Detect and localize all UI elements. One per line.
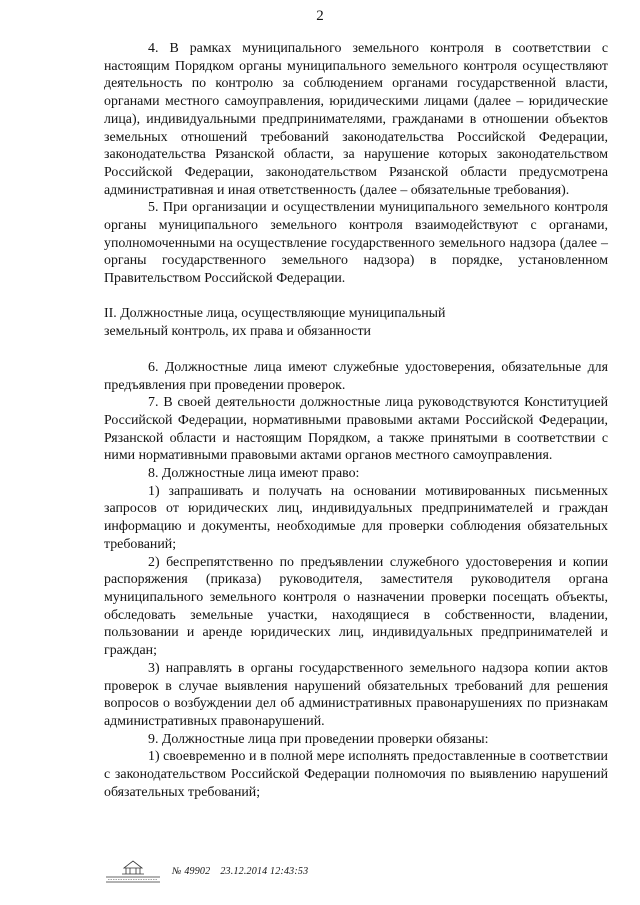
registry-stamp-icon xyxy=(104,858,162,884)
document-timestamp: 23.12.2014 12:43:53 xyxy=(220,865,309,877)
document-footer xyxy=(104,858,308,884)
paragraph-4: 4. В рамках муниципального земельного контроля в соответствии с настоящим Порядком органы муниципального земельного контроля осуществляют деятельность по контролю за соблюдением органами государственной власти, органами местного самоуправления, юридическими лицами (далее – юридические лица), индивидуальными предпринимателями, гражданами в отношении объектов земельных отношений требований законодательства Российской Федерации, законодательства Рязанской области, за нарушение которых законодательством Российской Федерации, законодательством Рязанской области предусмотрена административная и иная ответственность (далее – обязательные требования). xyxy=(104,41,608,198)
paragraph-5: 5. При организации и осуществлении муниципального земельного контроля органы муниципального земельного контроля взаимодействуют с органами, уполномоченными на осуществление государственного земельного надзора (далее – органы государственного земельного надзора) в порядке, установленном Правительством Российской Федерации. xyxy=(104,200,608,287)
paragraph-8-2: 2) беспрепятственно по предъявлении служебного удостоверения и копии распоряжения (приказа) руководителя, заместителя руководителя органа муниципального земельного контроля о назначении проверки посещать объекты, обследовать земельные участки, находящиеся в собственности, владении, пользовании и аренде юридических лиц, индивидуальных предпринимателей и граждан; xyxy=(104,554,608,659)
document-number: № 49902 xyxy=(172,865,211,877)
paragraph-8: 8. Должностные лица имеют право: xyxy=(148,466,360,482)
paragraph-9: 9. Должностные лица при проведении проверки обязаны: xyxy=(148,731,489,747)
paragraph-8-3: 3) направлять в органы государственного земельного надзора копии актов проверок в случае выявления нарушений обязательных требований для решения вопросов о возбуждении дел об административных правонарушениях по признакам административных правонарушений. xyxy=(104,660,608,729)
document-body xyxy=(104,40,608,801)
page-number: 2 xyxy=(316,8,324,24)
paragraph-7: 7. В своей деятельности должностные лица руководствуются Конституцией Российской Федерации, нормативными правовыми актами Российской Федерации, Рязанской области и настоящим Порядком, а также принятыми в соответствии с ними нормативными правовыми актами органов местного самоуправления. xyxy=(104,395,608,464)
section-heading-line1: II. Должностные лица, осуществляющие муниципальный xyxy=(104,305,446,321)
paragraph-8-1: 1) запрашивать и получать на основании мотивированных письменных запросов от юридических лиц, индивидуальных предпринимателей и граждан информацию и документы, необходимые для проверки соблюдения обязательных требований; xyxy=(104,483,608,552)
section-heading-line2: земельный контроль, их права и обязанности xyxy=(104,323,371,339)
paragraph-9-1: 1) своевременно и в полной мере исполнять предоставленные в соответствии с законодательством Российской Федерации полномочия по выявлению нарушений обязательных требований; xyxy=(104,749,608,800)
section-heading xyxy=(104,305,608,341)
paragraph-6: 6. Должностные лица имеют служебные удостоверения, обязательные для предъявления при проведении проверок. xyxy=(104,359,608,393)
